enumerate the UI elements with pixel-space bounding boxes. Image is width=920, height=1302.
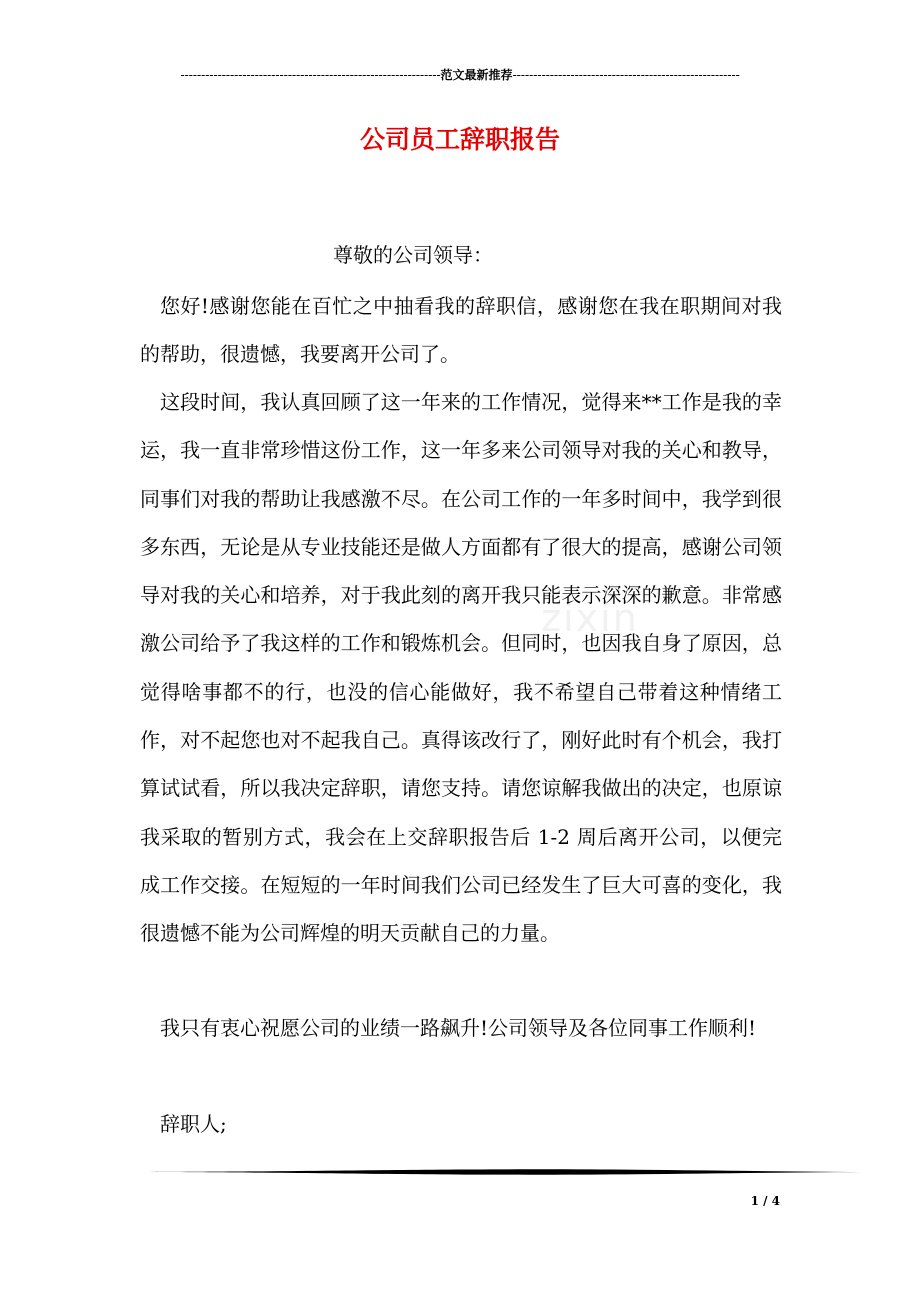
header-right-dashes: ------------------------------------------------------- (512, 68, 740, 82)
footer-divider (140, 1169, 863, 1175)
paragraph-greeting: 您好!感谢您能在百忙之中抽看我的辞职信，感谢您在我在职期间对我的帮助，很遗憾，我要离开公司了。 (140, 294, 782, 367)
paragraph-main: 这段时间，我认真回顾了这一年来的工作情况，觉得来**工作是我的幸运，我一直非常珍惜这份工作，这一年多来公司领导对我的关心和教导，同事们对我的帮助让我感激不尽。在公司工作的一年多时间中，我学到很多东西，无论是从专业技能还是做人方面都有了很大的提高，感谢公司领导对我的关心和培养，对于我此刻的离开我只能表示深深的歉意。非常感激公司给予了我这样的工作和锻炼机会。但同时，也因我自身了原因，总觉得啥事都不的行，也没的信心能做好，我不希望自己带着这种情绪工作，对不起您也对不起我自己。真得该改行了，刚好此时有个机会，我打算试试看，所以我决定辞职，请您支持。请您谅解我做出的决定，也原谅我采取的暂别方式，我会在上交辞职报告后 1-2 周后离开公司，以便完成工作交接。在短短的一年时间我们公司已经发生了巨大可喜的变化，我很遗憾不能为公司辉煌的明天贡献自己的力量。 (140, 390, 782, 946)
header-left-dashes: --------------------------------------------------------------- (180, 68, 441, 82)
paragraph-signature: 辞职人; (160, 1112, 227, 1136)
watermark: zixin (541, 596, 639, 640)
paragraph-wishes: 我只有衷心祝愿公司的业绩一路飙升!公司领导及各位同事工作顺利! (160, 1016, 757, 1040)
document-title: 公司员工辞职报告 (359, 125, 560, 154)
salutation: 尊敬的公司领导： (333, 243, 493, 267)
header-label: 范文最新推荐 (440, 68, 513, 82)
page-number: 1 / 4 (750, 1194, 780, 1208)
